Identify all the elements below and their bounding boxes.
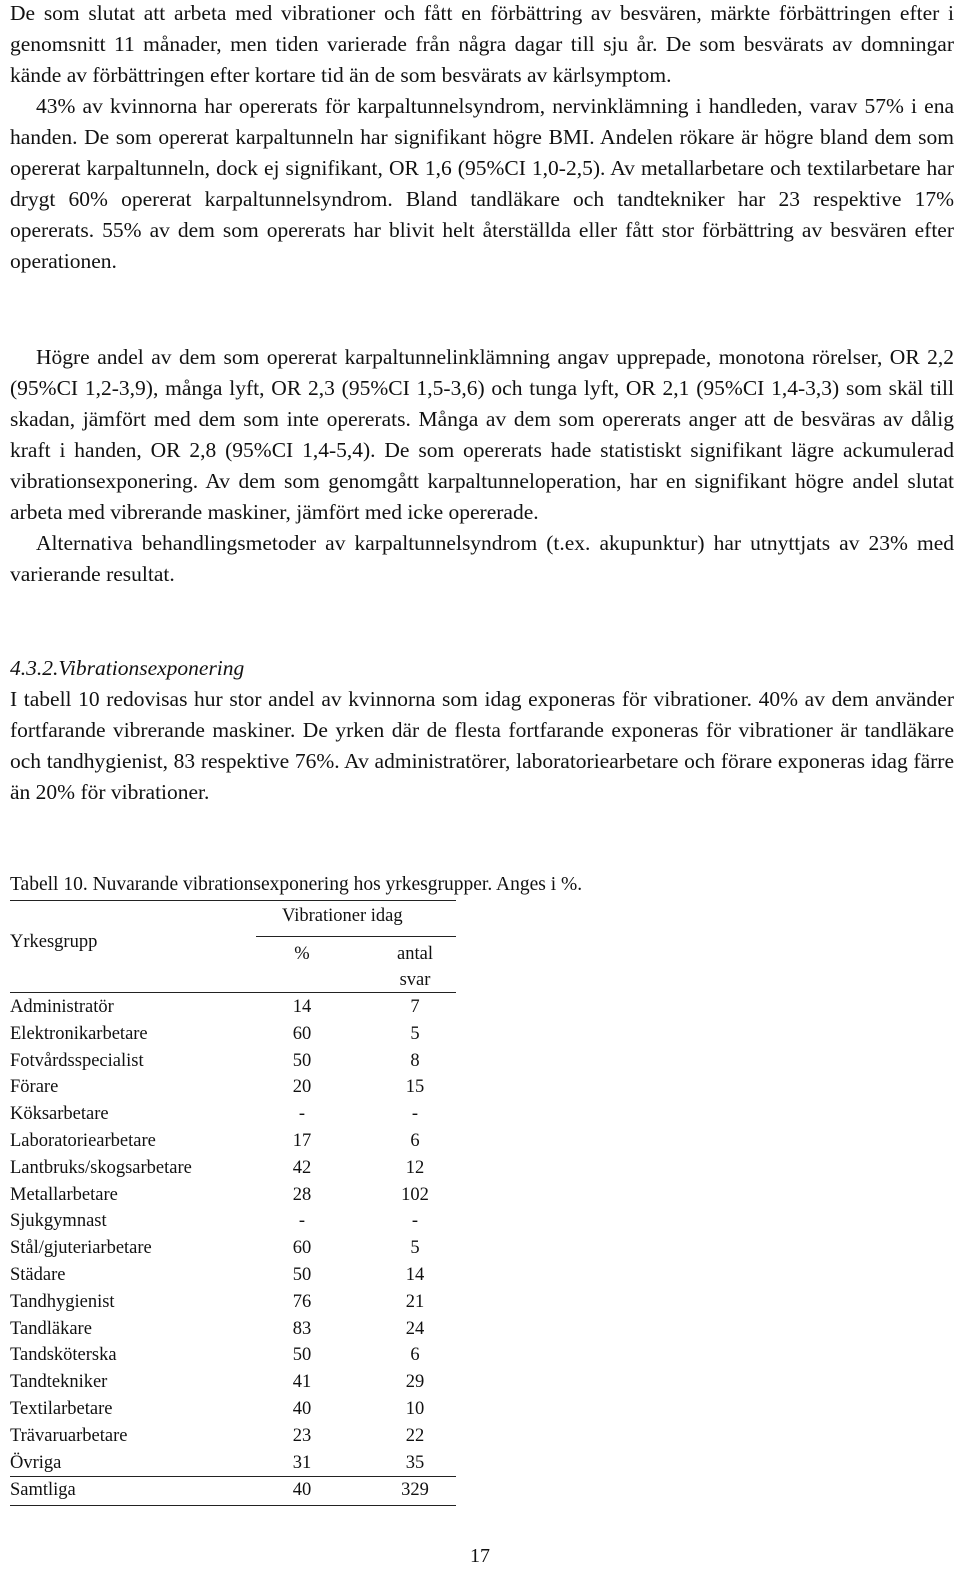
table-row [10, 1155, 456, 1182]
row-percent: 41 [292, 1372, 312, 1393]
row-name: Städare [10, 1265, 66, 1285]
row-percent: 40 [292, 1480, 312, 1500]
row-antal: 5 [410, 1023, 420, 1044]
row-antal: 102 [401, 1184, 429, 1205]
row-percent: 28 [292, 1184, 312, 1205]
group-header-rule [256, 936, 456, 937]
section-heading: 4.3.2.Vibrationsexponering [10, 656, 245, 680]
row-name: Trävaruarbetare [10, 1425, 128, 1446]
row-antal: 8 [410, 1050, 420, 1071]
row-name: Administratör [10, 997, 114, 1017]
row-name: Övriga [10, 1452, 62, 1473]
table-row [10, 1450, 456, 1477]
row-percent: 31 [292, 1452, 312, 1473]
row-percent: 60 [292, 1023, 312, 1044]
row-name: Metallarbetare [10, 1184, 118, 1205]
row-percent: 42 [292, 1157, 312, 1178]
paragraph-vibration-stop: De som slutat att arbeta med vibrationer och fått en förbättring av besvären, märkte förbättringen efter i genomsnitt 11 månader, men tiden varierade från några dagar till sju år. De som besvärats av domningar kände av förbättringen efter kortare tid än de som besvärats av kärlsymptom. [10, 1, 954, 87]
row-name: Tandtekniker [10, 1372, 108, 1393]
row-antal: 6 [410, 1131, 420, 1151]
row-antal: 21 [405, 1291, 425, 1312]
row-percent: 50 [292, 1345, 312, 1366]
row-antal: 24 [405, 1318, 425, 1339]
row-percent: - [298, 1104, 306, 1125]
table-row [10, 1074, 456, 1101]
row-name: Tandhygienist [10, 1291, 115, 1312]
row-percent: 50 [292, 1050, 312, 1071]
table-row [10, 1396, 456, 1423]
table-row [10, 1048, 456, 1075]
table-row [10, 1262, 456, 1289]
column-header-percent: % [294, 944, 310, 964]
row-name: Stål/gjuteriarbetare [10, 1238, 152, 1259]
row-antal: 12 [405, 1157, 425, 1178]
row-percent: 17 [292, 1131, 312, 1151]
row-antal: 329 [401, 1480, 429, 1500]
row-antal: 29 [405, 1372, 425, 1393]
row-percent: 20 [292, 1077, 312, 1098]
document-page [10, 0, 954, 1567]
row-percent: - [298, 1211, 306, 1232]
paragraph-operation-reasons: Högre andel av dem som opererat karpaltunnelinklämning angav upprepade, monotona rörelser, OR 2,2 (95%CI 1,2-3,9), många lyft, OR 2,3 (95%CI 1,5-3,6) och tunga lyft, OR 2,1 (95%CI 1,4-3,3) som skäl till skadan, jämfört med dem som inte opererats. Många av dem som opererats anger att de besväras av dålig kraft i handen, OR 2,8 (95%CI 1,4-5,4). De som opererats hade statistiskt signifikant lägre ackumulerad vibrationsexponering. Av dem som genomgått karpaltunneloperation, har en signifikant högre andel slutat arbeta med vibrerande maskiner, jämfört med icke opererade. [10, 345, 954, 524]
row-name: Fotvårdsspecialist [10, 1050, 144, 1071]
row-percent: 60 [292, 1238, 312, 1259]
row-name: Lantbruks/skogsarbetare [10, 1157, 192, 1178]
paragraph-group-operation [10, 342, 954, 590]
column-header-yrkesgrupp: Yrkesgrupp [10, 932, 98, 952]
row-name: Laboratoriearbetare [10, 1131, 156, 1151]
column-group-header: Vibrationer idag [282, 906, 403, 926]
row-antal: 5 [410, 1238, 420, 1259]
row-antal: 10 [405, 1399, 425, 1419]
row-antal: 7 [410, 997, 420, 1017]
table-row [10, 1208, 456, 1235]
table-row [10, 1182, 456, 1209]
column-header-antal: antal [397, 944, 433, 964]
row-name: Sjukgymnast [10, 1211, 107, 1232]
row-name: Samtliga [10, 1480, 76, 1500]
table-row-total [10, 1477, 456, 1504]
table-bottom-rule [10, 1505, 456, 1506]
row-percent: 23 [292, 1425, 312, 1446]
row-name: Elektronikarbetare [10, 1023, 148, 1044]
table-top-rule [10, 900, 456, 901]
page-number: 17 [470, 1545, 490, 1567]
row-name: Tandsköterska [10, 1345, 117, 1366]
row-percent: 14 [292, 997, 312, 1017]
row-name: Förare [10, 1077, 59, 1098]
column-header-svar: svar [399, 970, 431, 990]
table-row [10, 1342, 456, 1369]
row-antal: 15 [405, 1077, 425, 1098]
row-antal: 14 [405, 1265, 425, 1285]
row-antal: - [411, 1211, 419, 1232]
row-antal: 6 [410, 1345, 420, 1366]
table-row [10, 1021, 456, 1048]
table-row [10, 1101, 456, 1128]
row-percent: 40 [292, 1399, 312, 1419]
table-caption: Tabell 10. Nuvarande vibrationsexponering hos yrkesgrupper. Anges i %. [10, 874, 583, 895]
paragraph-alternative-treatment: Alternativa behandlingsmetoder av karpaltunnelsyndrom (t.ex. akupunktur) har utnyttjats av 23% med varierande resultat. [10, 531, 954, 586]
row-antal: - [411, 1104, 419, 1125]
table-row [10, 1369, 456, 1396]
row-antal: 22 [405, 1425, 425, 1446]
row-percent: 50 [292, 1265, 312, 1285]
paragraph-carpal-tunnel: 43% av kvinnorna har opererats för karpaltunnelsyndrom, nervinklämning i handleden, varav 57% i ena handen. De som opererat karpaltunneln har signifikant högre BMI. Andelen rökare är högre bland dem som opererat karpaltunneln, dock ej signifikant, OR 1,6 (95%CI 1,0-2,5). Av metallarbetare och textilarbetare har drygt 60% opererat karpaltunnelsyndrom. Bland tandläkare och tandtekniker har 23 respektive 17% opererats. 55% av dem som opererats har blivit helt återställda eller fått stor förbättring av besvären efter operationen. [10, 94, 954, 273]
row-name: Textilarbetare [10, 1399, 113, 1419]
row-percent: 83 [292, 1318, 312, 1339]
row-name: Tandläkare [10, 1318, 92, 1339]
paragraph-vibration-exposure: I tabell 10 redovisas hur stor andel av kvinnorna som idag exponeras för vibrationer. 40% av dem använder fortfarande vibrerande maskiner. De yrken där de flesta fortfarande exponeras för vibrationer är tandläkare och tandhygienist, 83 respektive 76%. Av administratörer, laboratoriearbetare och förare exponeras idag färre än 20% för vibrationer. [10, 687, 954, 804]
table-row [10, 1289, 456, 1316]
table-row [10, 1423, 456, 1450]
table-row [10, 1128, 456, 1155]
row-percent: 76 [292, 1291, 312, 1312]
row-antal: 35 [405, 1452, 425, 1473]
table-row [10, 1235, 456, 1262]
header-bottom-rule [10, 992, 456, 993]
row-name: Köksarbetare [10, 1104, 109, 1125]
table-row [10, 1316, 456, 1343]
table-row [10, 994, 456, 1021]
